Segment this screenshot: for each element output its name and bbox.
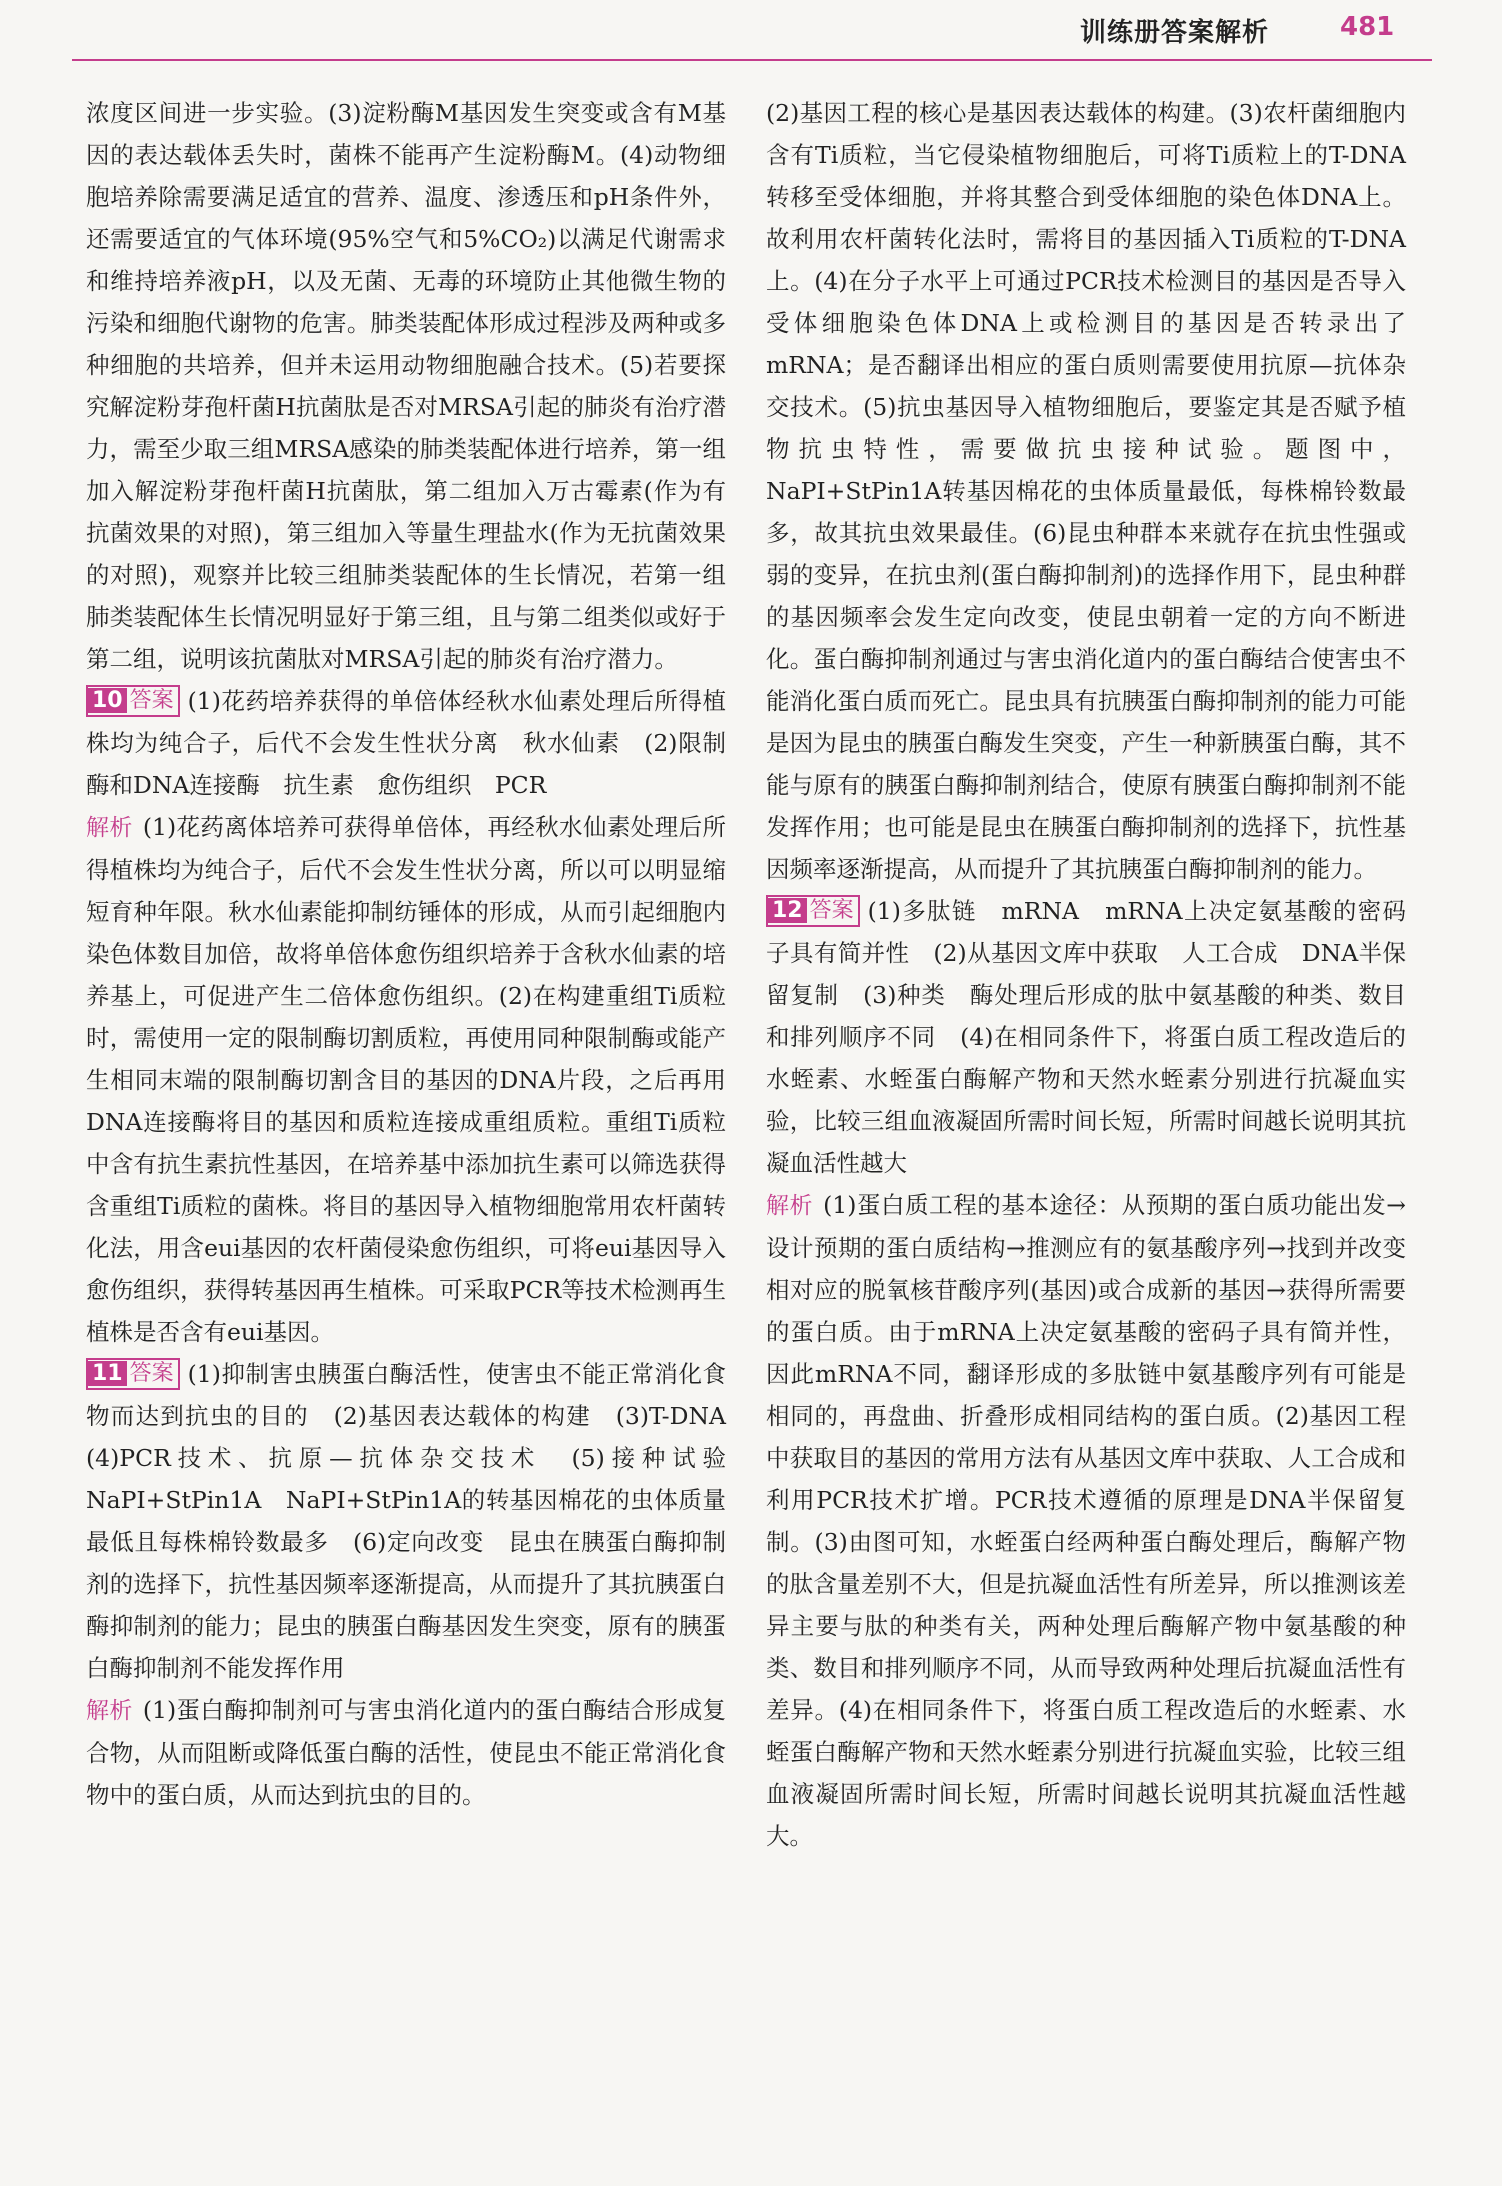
analysis-text: (1)花药离体培养可获得单倍体，再经秋水仙素处理后所得植株均为纯合子，后代不会发生性状分离，所以可以明显缩短育种年限。秋水仙素能抑制纺锤体的形成，从而引起细胞内染色体数目加倍，故将单倍体愈伤组织培养于含秋水仙素的培养基上，可促进产生二倍体愈伤组织。(2)在构建重组Ti质粒时，需使用一定的限制酶切割质粒，再使用同种限制酶或能产生相同末端的限制酶切割含目的基因的DNA片段，之后再用DNA连接酶将目的基因和质粒连接成重组质粒。重组Ti质粒中含有抗生素抗性基因，在培养基中添加抗生素可以筛选获得含重组Ti质粒的菌株。将目的基因导入植物细胞常用农杆菌转化法，用含eui基因的农杆菌侵染愈伤组织，可将eui基因导入愈伤组织，获得转基因再生植株。可采取PCR等技术检测再生植株是否含有eui基因。 — [86, 813, 727, 1346]
answer-text: (1)花药培养获得的单倍体经秋水仙素处理后所得植株均为纯合子，后代不会发生性状分离 秋水仙素 (2)限制酶和DNA连接酶 抗生素 愈伤组织 PCR — [86, 687, 726, 799]
left-paragraph-1: 浓度区间进一步实验。(3)淀粉酶M基因发生突变或含有M基因的表达载体丢失时，菌株不能再产生淀粉酶M。(4)动物细胞培养除需要满足适宜的营养、温度、渗透压和pH条件外，还需要适宜的气体环境(95%空气和5%CO₂)以满足代谢需求和维持培养液pH，以及无菌、无毒的环境防止其他微生物的污染和细胞代谢物的危害。肺类装配体形成过程涉及两种或多种细胞的共培养，但并未运用动物细胞融合技术。(5)若要探究解淀粉芽孢杆菌H抗菌肽是否对MRSA引起的肺炎有治疗潜力，需至少取三组MRSA感染的肺类装配体进行培养，第一组加入解淀粉芽孢杆菌H抗菌肽，第二组加入万古霉素(作为有抗菌效果的对照)，第三组加入等量生理盐水(作为无抗菌效果的对照)，观察并比较三组肺类装配体的生长情况，若第一组肺类装配体生长情况明显好于第三组，且与第二组类似或好于第二组，说明该抗菌肽对MRSA引起的肺炎有治疗潜力。 — [86, 99, 726, 673]
answer-number: 11 — [88, 1361, 127, 1386]
answer-text: (1)抑制害虫胰蛋白酶活性，使害虫不能正常消化食物而达到抗虫的目的 (2)基因表达载体的构建 (3)T-DNA (4)PCR技术、抗原—抗体杂交技术 (5)接种试验 NaPI+StPin1A NaPI+StPin1A的转基因棉花的虫体质量最低且每株棉铃数最多 (6)定向改变 昆虫在胰蛋白酶抑制剂的选择下，抗性基因频率逐渐提高，从而提升了其抗胰蛋白酶抑制剂的能力；昆虫的胰蛋白酶基因发生突变，原有的胰蛋白酶抑制剂不能发挥作用 — [86, 1360, 750, 1682]
question-11-answer — [86, 1353, 750, 1689]
answer-badge-10 — [86, 685, 180, 717]
analysis-text: (1)蛋白质工程的基本途径：从预期的蛋白质功能出发→设计预期的蛋白质结构→推测应有的氨基酸序列→找到并改变相对应的脱氧核苷酸序列(基因)或合成新的基因→获得所需要的蛋白质。由于mRNA上决定氨基酸的密码子具有简并性，因此mRNA不同，翻译形成的多肽链中氨基酸序列有可能是相同的，再盘曲、折叠形成相同结构的蛋白质。(2)基因工程中获取目的基因的常用方法有从基因文库中获取、人工合成和利用PCR技术扩增。PCR技术遵循的原理是DNA半保留复制。(3)由图可知，水蛭蛋白经两种蛋白酶处理后，酶解产物的肽含量差别不大，但是抗凝血活性有所差异，所以推测该差异主要与肽的种类有关，两种处理后酶解产物中氨基酸的种类、数目和排列顺序不同，从而导致两种处理后抗凝血活性有差异。(4)在相同条件下，将蛋白质工程改造后的水蛭素、水蛭蛋白酶解产物和天然水蛭素分别进行抗凝血实验，比较三组血液凝固所需时间长短，所需时间越长说明其抗凝血活性越大。 — [766, 1191, 1406, 1850]
question-12-answer — [766, 890, 1406, 1184]
header-rule — [72, 59, 1432, 61]
answer-badge-11 — [86, 1358, 180, 1390]
page-header — [0, 0, 1502, 60]
answer-badge-12 — [766, 895, 860, 927]
answer-text: (1)多肽链 mRNA mRNA上决定氨基酸的密码子具有简并性 (2)从基因文库中获取 人工合成 DNA半保留复制 (3)种类 酶处理后形成的肽中氨基酸的种类、数目和排列顺序不同 (4)在相同条件下，将蛋白质工程改造后的水蛭素、水蛭蛋白酶解产物和天然水蛭素分别进行抗凝血实验，比较三组血液凝固所需时间长短，所需时间越长说明其抗凝血活性越大 — [766, 897, 1406, 1177]
right-column — [766, 92, 1406, 1857]
analysis-label: 解析 — [86, 1698, 133, 1724]
question-12-analysis — [766, 1184, 1406, 1857]
answer-number: 12 — [768, 898, 807, 923]
analysis-label: 解析 — [766, 1193, 814, 1219]
answer-number: 10 — [88, 688, 127, 713]
question-10-analysis — [86, 806, 726, 1353]
answer-label: 答案 — [129, 1361, 174, 1386]
question-11-analysis — [86, 1689, 726, 1816]
left-column — [86, 92, 750, 1816]
page-number: 481 — [1340, 12, 1395, 42]
analysis-text: (1)蛋白酶抑制剂可与害虫消化道内的蛋白酶结合形成复合物，从而阻断或降低蛋白酶的活性，使昆虫不能正常消化食物中的蛋白质，从而达到抗虫的目的。 — [86, 1696, 727, 1809]
answer-label: 答案 — [129, 688, 174, 713]
question-10-answer — [86, 680, 726, 806]
analysis-label: 解析 — [86, 815, 133, 841]
header-title: 训练册答案解析 — [1080, 18, 1270, 48]
answer-label: 答案 — [809, 898, 854, 923]
right-paragraph-1: (2)基因工程的核心是基因表达载体的构建。(3)农杆菌细胞内含有Ti质粒，当它侵染植物细胞后，可将Ti质粒上的T-DNA转移至受体细胞，并将其整合到受体细胞的染色体DNA上。故利用农杆菌转化法时，需将目的基因插入Ti质粒的T-DNA上。(4)在分子水平上可通过PCR技术检测目的基因是否导入受体细胞染色体DNA上或检测目的基因是否转录出了mRNA；是否翻译出相应的蛋白质则需要使用抗原—抗体杂交技术。(5)抗虫基因导入植物细胞后，要鉴定其是否赋予植物抗虫特性，需要做抗虫接种试验。题图中，NaPI+StPin1A转基因棉花的虫体质量最低，每株棉铃数最多，故其抗虫效果最佳。(6)昆虫种群本来就存在抗虫性强或弱的变异，在抗虫剂(蛋白酶抑制剂)的选择作用下，昆虫种群的基因频率会发生定向改变，使昆虫朝着一定的方向不断进化。蛋白酶抑制剂通过与害虫消化道内的蛋白酶结合使害虫不能消化蛋白质而死亡。昆虫具有抗胰蛋白酶抑制剂的能力可能是因为昆虫的胰蛋白酶发生突变，产生一种新胰蛋白酶，其不能与原有的胰蛋白酶抑制剂结合，使原有胰蛋白酶抑制剂不能发挥作用；也可能是昆虫在胰蛋白酶抑制剂的选择下，抗性基因频率逐渐提高，从而提升了其抗胰蛋白酶抑制剂的能力。 — [766, 99, 1406, 883]
